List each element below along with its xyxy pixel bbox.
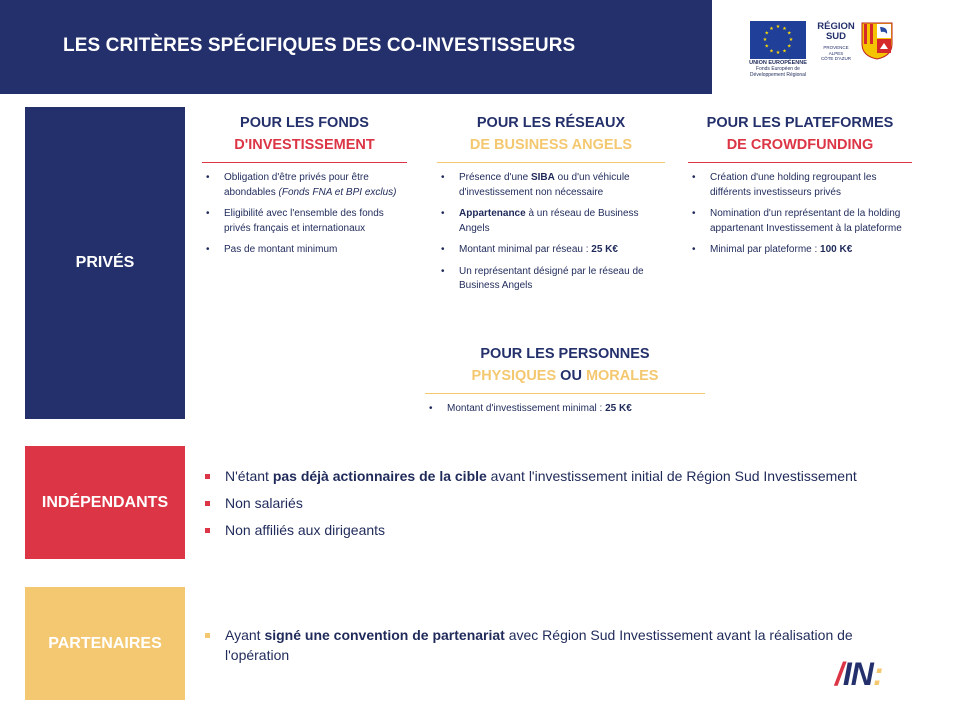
plateformes-title-line-1: POUR LES PLATEFORMES xyxy=(706,115,894,131)
reseaux-divider xyxy=(437,162,665,163)
region-line: RÉGION xyxy=(817,21,855,32)
personnes-item-text: Montant d'investissement minimal : xyxy=(447,403,606,414)
plateformes-item-text: Nomination d'un représentant de la holding appartenant Investissement à la plateforme xyxy=(710,208,902,234)
svg-text:★: ★ xyxy=(782,48,787,55)
reseaux-item xyxy=(437,171,665,200)
svg-text:★: ★ xyxy=(762,37,768,43)
independants-item xyxy=(205,466,905,486)
eu-caption-title: UNION EUROPÉENNE xyxy=(749,60,807,66)
reseaux-title-line-1: POUR LES RÉSEAUX xyxy=(476,115,626,131)
in-logo-colon: : xyxy=(872,656,883,692)
personnes-divider xyxy=(425,393,705,394)
independants-item-text: Non salariés xyxy=(225,495,303,511)
svg-text:★: ★ xyxy=(782,25,787,32)
plateformes-item xyxy=(688,171,912,200)
region-sud-logo-text xyxy=(813,22,859,42)
category-prives xyxy=(25,107,185,419)
partenaires-item xyxy=(205,625,865,665)
plateformes-item xyxy=(688,243,912,258)
partenaires-list xyxy=(205,625,865,672)
header-banner xyxy=(0,0,712,94)
plateformes-title-line-2: DE CROWDFUNDING xyxy=(726,137,874,153)
svg-text:★: ★ xyxy=(788,37,794,43)
independants-item-text: N'étant xyxy=(225,468,273,484)
fonds-item xyxy=(202,207,407,236)
svg-text:★: ★ xyxy=(764,43,769,50)
independants-list xyxy=(205,466,905,547)
category-prives-label: PRIVÉS xyxy=(75,254,135,271)
region-sud-subtitle xyxy=(813,45,859,62)
column-fonds xyxy=(202,112,407,265)
independants-item xyxy=(205,493,905,513)
reseaux-title-line-2: DE BUSINESS ANGELS xyxy=(469,137,633,153)
category-partenaires xyxy=(25,587,185,700)
fonds-item-text: Obligation d'être privés pour être abondables xyxy=(224,172,369,198)
independants-item-text: avant l'investissement initial de Région Sud Investissement xyxy=(486,468,857,484)
region-line: SUD xyxy=(825,31,847,42)
personnes-title-ou: OU xyxy=(556,368,586,384)
reseaux-item-text: Montant minimal par réseau : xyxy=(459,244,592,255)
fonds-title-line-1: POUR LES FONDS xyxy=(240,115,369,131)
reseaux-list xyxy=(437,171,665,294)
reseaux-item-text: à un réseau de Business Angels xyxy=(459,208,639,234)
plateformes-title xyxy=(688,112,912,156)
plateformes-item-text: Création d'une holding regroupant les différents investisseurs privés xyxy=(710,172,877,198)
personnes-title-physiques: PHYSIQUES xyxy=(471,368,557,384)
category-independants-label: INDÉPENDANTS xyxy=(41,493,169,511)
fonds-title-line-2: D'INVESTISSEMENT xyxy=(234,137,375,153)
reseaux-item xyxy=(437,243,665,258)
reseaux-item-bold: 25 K€ xyxy=(591,244,618,255)
region-sub-line: CÔTE D'AZUR xyxy=(820,56,852,61)
category-partenaires-label: PARTENAIRES xyxy=(48,634,162,652)
plateformes-list xyxy=(688,171,912,258)
personnes-item-bold: 25 K€ xyxy=(605,403,632,414)
eu-caption-line: Fonds Européen de xyxy=(756,66,800,72)
svg-text:★: ★ xyxy=(769,48,774,55)
partenaires-item-bold: signé une convention de partenariat xyxy=(264,627,505,643)
reseaux-item-bold: Appartenance xyxy=(459,208,526,219)
eu-caption-line: Développement Régional xyxy=(749,72,807,78)
svg-text:★: ★ xyxy=(787,30,792,37)
reseaux-item xyxy=(437,265,665,294)
svg-text:★: ★ xyxy=(764,30,769,37)
column-personnes xyxy=(425,343,705,424)
plateformes-item-bold: 100 K€ xyxy=(820,244,853,255)
reseaux-title xyxy=(437,112,665,156)
fonds-item-italic: (Fonds FNA et BPI exclus) xyxy=(278,186,397,198)
red-square-bullet-icon xyxy=(205,501,210,506)
svg-text:★: ★ xyxy=(769,25,774,32)
plateformes-divider xyxy=(688,162,912,163)
category-independants xyxy=(25,446,185,559)
fonds-item xyxy=(202,171,407,200)
independants-item xyxy=(205,520,905,540)
in-logo xyxy=(835,657,883,691)
personnes-list xyxy=(425,402,705,417)
column-plateformes xyxy=(688,112,912,265)
fonds-divider xyxy=(202,162,407,163)
partenaires-item-text: avec Région Sud Investissement avant la réalisation de l'opération xyxy=(225,627,853,663)
svg-text:★: ★ xyxy=(787,43,792,50)
fonds-title xyxy=(202,112,407,156)
eu-caption xyxy=(744,60,812,78)
column-reseaux xyxy=(437,112,665,301)
partenaires-item-text: Ayant xyxy=(225,627,265,643)
yellow-square-bullet-icon xyxy=(205,633,210,638)
plateformes-item-text: Minimal par plateforme : xyxy=(710,244,821,255)
fonds-list xyxy=(202,171,407,258)
reseaux-item xyxy=(437,207,665,236)
region-sub-line: PROVENCE xyxy=(823,45,849,50)
red-square-bullet-icon xyxy=(205,474,210,479)
eu-flag-icon xyxy=(750,21,806,59)
personnes-title-line-1: POUR LES PERSONNES xyxy=(480,346,650,362)
reseaux-item-text: Un représentant désigné par le réseau de Business Angels xyxy=(459,265,644,291)
fonds-item-text: Pas de montant minimum xyxy=(224,244,338,255)
personnes-title-morales: MORALES xyxy=(585,368,659,384)
plateformes-item xyxy=(688,207,912,236)
region-sub-line: ALPES xyxy=(828,50,844,56)
red-square-bullet-icon xyxy=(205,528,210,533)
in-logo-slash: / xyxy=(835,656,843,692)
reseaux-item-text: Présence d'une xyxy=(459,172,531,183)
fonds-item xyxy=(202,243,407,258)
personnes-title xyxy=(425,343,705,387)
personnes-item xyxy=(425,402,705,417)
independants-item-text: Non affiliés aux dirigeants xyxy=(225,522,386,538)
region-shield-icon xyxy=(861,22,893,60)
svg-text:★: ★ xyxy=(775,50,781,56)
reseaux-item-bold: SIBA xyxy=(530,172,555,183)
independants-item-bold: pas déjà actionnaires de la cible xyxy=(272,468,487,484)
page-title: LES CRITÈRES SPÉCIFIQUES DES CO-INVESTISSEURS xyxy=(63,35,576,56)
reseaux-item-text: ou d'un véhicule d'investissement non nécessaire xyxy=(459,172,630,198)
svg-text:★: ★ xyxy=(775,24,781,30)
in-logo-letters: IN xyxy=(842,656,873,692)
fonds-item-text: Eligibilité avec l'ensemble des fonds privés français et internationaux xyxy=(224,208,384,234)
